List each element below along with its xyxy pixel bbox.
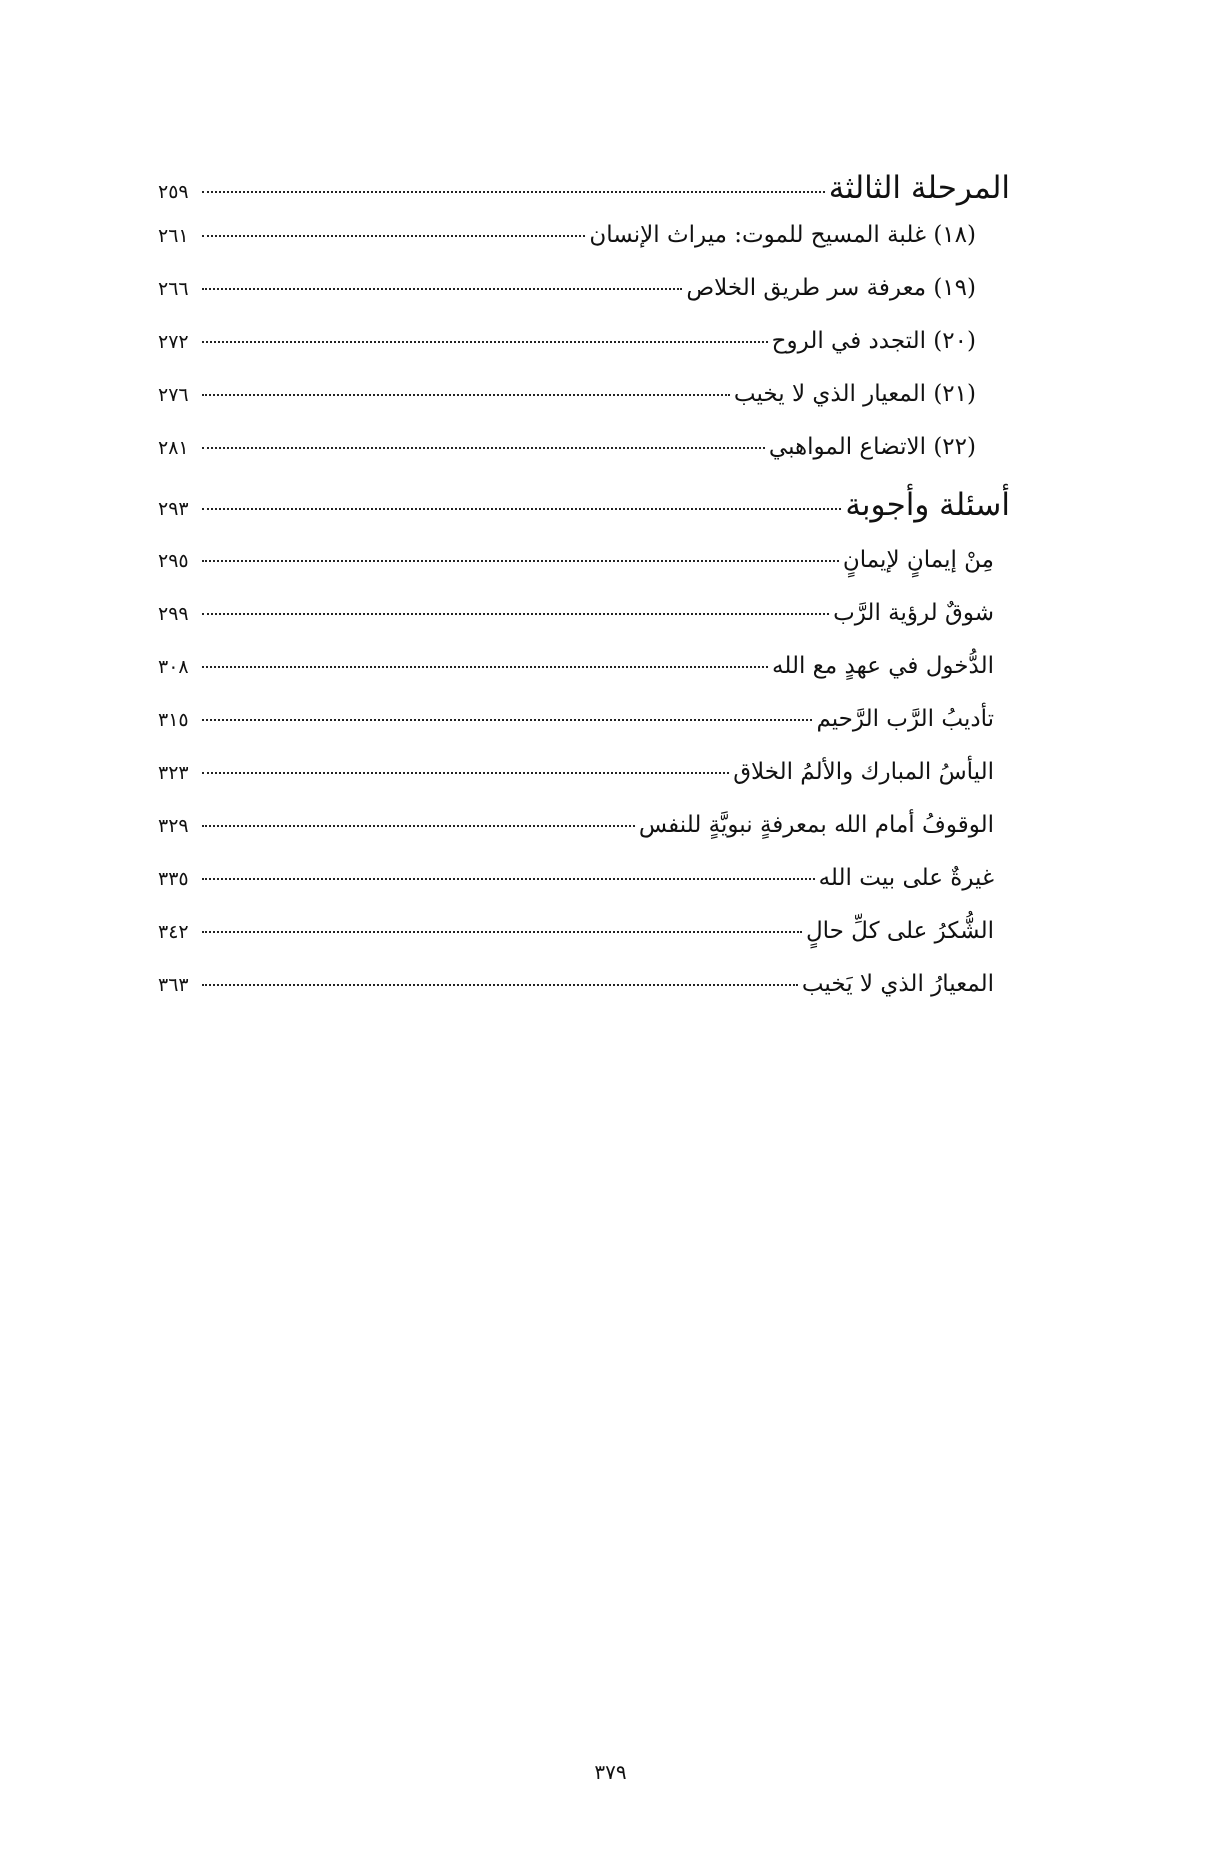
toc-entry	[158, 547, 1010, 600]
entry-title: اليأسُ المبارك والألمُ الخلاق	[733, 759, 994, 785]
entry-page-number: ٣٣٥	[158, 868, 189, 890]
entry-page-number: ٢٩٩	[158, 603, 189, 625]
toc-entry	[158, 706, 1010, 759]
toc-entry	[158, 759, 1010, 812]
entry-title: تأديبُ الرَّب الرَّحيم	[816, 706, 994, 732]
entry-title: (٢٢) الاتضاع المواهبي	[768, 434, 976, 460]
dot-leader	[202, 666, 768, 668]
dot-leader	[202, 341, 768, 343]
dot-leader	[202, 931, 802, 933]
section-title: أسئلة وأجوبة	[845, 487, 1010, 523]
entry-page-number: ٣١٥	[158, 709, 189, 731]
toc-entry	[158, 328, 1010, 381]
entry-page-number: ٣٢٩	[158, 815, 189, 837]
entry-page-number: ٣٦٣	[158, 974, 189, 996]
entry-title: (١٩) معرفة سر طريق الخلاص	[686, 275, 976, 301]
dot-leader	[202, 288, 682, 290]
toc-entry	[158, 918, 1010, 971]
toc-entry	[158, 971, 1010, 1024]
entry-title: الشُّكرُ على كلِّ حالٍ	[805, 918, 994, 944]
dot-leader	[202, 235, 585, 237]
dot-leader	[202, 508, 841, 510]
entry-page-number: ٢٧٦	[158, 384, 189, 406]
entry-page-number: ٢٦١	[158, 225, 189, 247]
entry-title: المعيارُ الذي لا يَخيب	[801, 971, 994, 997]
toc-entry	[158, 222, 1010, 275]
entry-title: غيرةٌ على بيت الله	[818, 865, 994, 891]
dot-leader	[202, 719, 812, 721]
entry-page-number: ٣٢٣	[158, 762, 189, 784]
toc-entry	[158, 275, 1010, 328]
entry-page-number: ٢٧٢	[158, 331, 189, 353]
dot-leader	[202, 560, 839, 562]
toc-entry	[158, 381, 1010, 434]
dot-leader	[202, 191, 825, 193]
entry-title: الدُّخول في عهدٍ مع الله	[772, 653, 994, 679]
dot-leader	[202, 772, 729, 774]
dot-leader	[202, 984, 798, 986]
toc-entry	[158, 653, 1010, 706]
section-title: المرحلة الثالثة	[828, 170, 1010, 206]
toc-section-heading	[158, 170, 1010, 222]
section-page-number: ٢٩٣	[158, 498, 189, 520]
entry-title: (١٨) غلبة المسيح للموت: ميراث الإنسان	[589, 222, 976, 248]
section-page-number: ٢٥٩	[158, 181, 189, 203]
table-of-contents	[158, 170, 1010, 1024]
dot-leader	[202, 447, 765, 449]
dot-leader	[202, 394, 730, 396]
dot-leader	[202, 613, 829, 615]
entry-title: شوقٌ لرؤية الرَّب	[833, 600, 994, 626]
entry-title: مِنْ إيمانٍ لإيمانٍ	[842, 547, 994, 573]
toc-entry	[158, 812, 1010, 865]
entry-title: الوقوفُ أمام الله بمعرفةٍ نبويَّةٍ للنفس	[638, 812, 994, 838]
entry-page-number: ٢٩٥	[158, 550, 189, 572]
entry-page-number: ٣٤٢	[158, 921, 189, 943]
entry-page-number: ٢٨١	[158, 437, 189, 459]
entry-title: (٢١) المعيار الذي لا يخيب	[733, 381, 976, 407]
page-number: ٣٧٩	[594, 1760, 627, 1784]
entry-page-number: ٢٦٦	[158, 278, 189, 300]
toc-entry	[158, 600, 1010, 653]
entry-page-number: ٣٠٨	[158, 656, 189, 678]
dot-leader	[202, 825, 635, 827]
toc-entry	[158, 434, 1010, 487]
dot-leader	[202, 878, 815, 880]
toc-entry	[158, 865, 1010, 918]
toc-section-heading	[158, 487, 1010, 547]
entry-title: (٢٠) التجدد في الروح	[771, 328, 976, 354]
